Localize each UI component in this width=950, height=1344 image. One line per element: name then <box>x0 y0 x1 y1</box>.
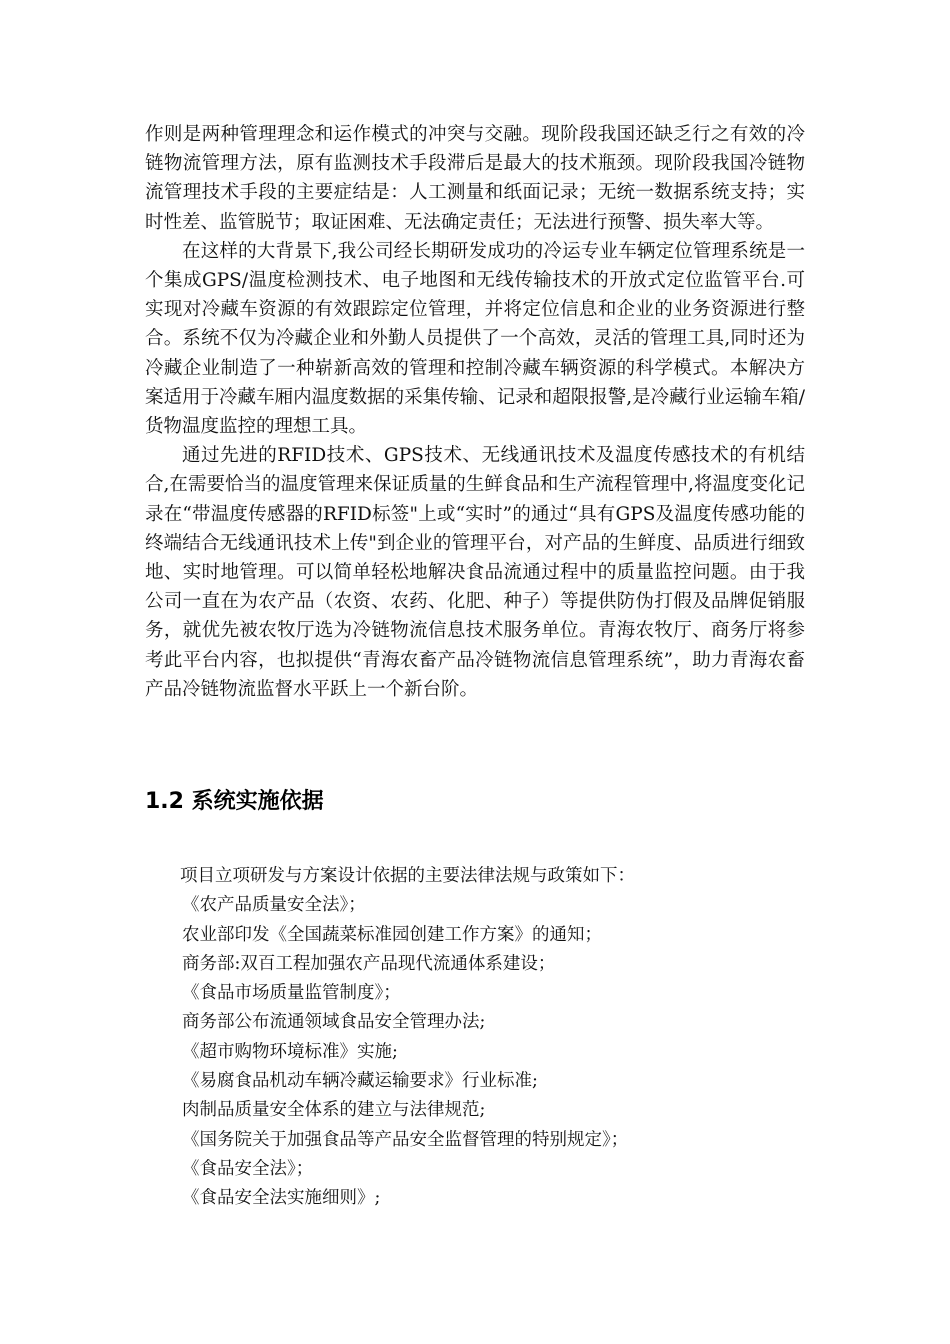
legal-basis-section <box>145 862 805 1214</box>
list-item: 商务部公布流通领域食品安全管理办法; <box>182 1012 486 1033</box>
list-item: 肉制品质量安全体系的建立与法律规范; <box>182 1100 486 1121</box>
list-item: 《易腐食品机动车辆冷藏运输要求》行业标准; <box>182 1071 538 1092</box>
list-item: 农业部印发《全国蔬菜标准园创建工作方案》的通知； <box>182 924 602 945</box>
body-text <box>145 120 805 704</box>
list-item: 《食品安全法实施细则》; <box>182 1188 381 1209</box>
paragraph-technology: 通过先进的RFID技术、GPS技术、无线通讯技术及温度传感技术的有机结合,在需要恰当的温度管理来保证质量的生鲜食品和生产流程管理中,将温度变化记录在“带温度传感器的RFID标签"上或“实时”的通过“具有GPS及温度传感功能的终端结合无线通讯技术上传"到企业的管理平台，对产品的生鲜度、品质进行细致地、实时地管理。可以简单轻松地解决食品流通过程中的质量监控问题。由于我公司一直在为农产品（农资、农药、化肥、种子）等提供防伪打假及品牌促销服务，就优先被农牧厅选为冷链物流信息技术服务单位。青海农牧厅、商务厅将参考此平台内容，也拟提供“青海农畜产品冷链物流信息管理系统”，助力青海农畜产品冷链物流监督水平跃上一个新台阶。 <box>145 445 805 700</box>
paragraph-background: 在这样的大背景下,我公司经长期研发成功的冷运专业车辆定位管理系统是一个集成GPS/温度检测技术、电子地图和无线传输技术的开放式定位监管平台.可实现对冷藏车资源的有效跟踪定位管理，并将定位信息和企业的业务资源进行整合。系统不仅为冷藏企业和外勤人员提供了一个高效，灵活的管理工具,同时还为冷藏企业制造了一种崭新高效的管理和控制冷藏车辆资源的科学模式。本解决方案适用于冷藏车厢内温度数据的采集传输、记录和超限报警,是冷藏行业运输车箱/货物温度监控的理想工具。 <box>145 240 805 438</box>
list-item: 《食品市场质量监管制度》； <box>182 983 401 1004</box>
basis-intro: 项目立项研发与方案设计依据的主要法律法规与政策如下： <box>180 866 635 886</box>
list-item: 《国务院关于加强食品等产品安全监督管理的特别规定》； <box>182 1129 629 1150</box>
list-item: 商务部:双百工程加强农产品现代流通体系建设； <box>182 953 556 974</box>
list-item: 《农产品质量安全法》； <box>182 895 366 916</box>
basis-list <box>145 891 805 1213</box>
list-item: 《食品安全法》； <box>182 1158 314 1179</box>
list-item: 《超市购物环境标准》实施; <box>182 1041 398 1062</box>
section-heading: 1.2 系统实施依据 <box>145 789 324 814</box>
paragraph-continued: 作则是两种管理理念和运作模式的冲突与交融。现阶段我国还缺乏行之有效的冷链物流管理方法，原有监测技术手段滞后是最大的技术瓶颈。现阶段我国冷链物流管理技术手段的主要症结是：人工测量和纸面记录；无统一数据系统支持；实时性差、监管脱节；取证困难、无法确定责任；无法进行预警、损失率大等。 <box>145 124 805 233</box>
